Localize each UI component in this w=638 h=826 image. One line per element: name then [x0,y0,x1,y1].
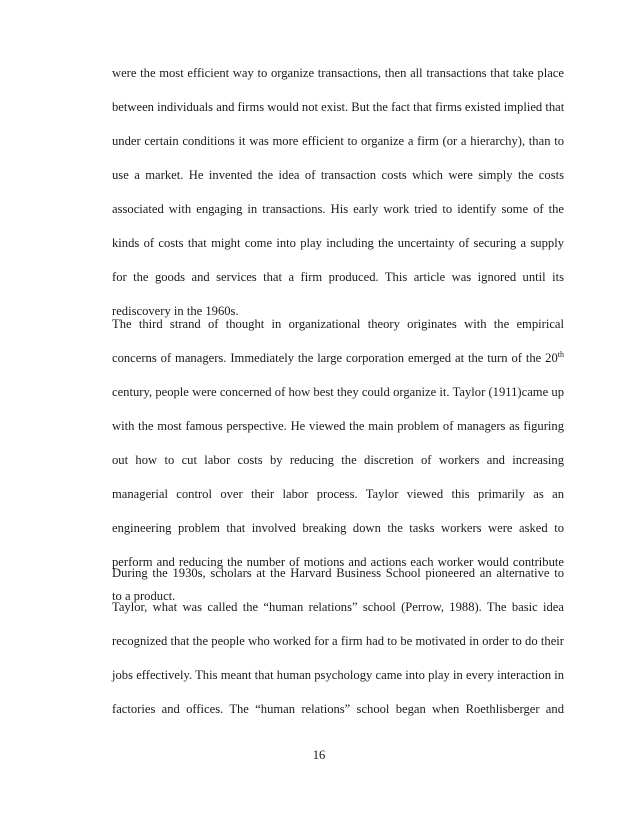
text-line: were the most efficient way to organize transactions, then all transactions that take place [112,66,564,80]
text-line: out how to cut labor costs by reducing the discretion of workers and increasing [112,453,564,467]
text-line: perform and reducing the number of motions and actions each worker would contribute [112,555,564,569]
text-line: jobs effectively. This meant that human psychology came into play in every interaction in [112,668,564,682]
text-line: rediscovery in the 1960s. [112,304,239,318]
text-line-content: concerns of managers. Immediately the large corporation emerged at the turn of the 20 [112,351,558,365]
text-line: for the goods and services that a firm produced. This article was ignored until its [112,270,564,284]
text-line: with the most famous perspective. He viewed the main problem of managers as figuring [112,419,564,433]
text-line: The third strand of thought in organizational theory originates with the empirical [112,317,564,331]
text-line: associated with engaging in transactions. His early work tried to identify some of the [112,202,564,216]
text-line: Taylor, what was called the “human relations” school (Perrow, 1988). The basic idea [112,600,564,614]
text-line: under certain conditions it was more efficient to organize a firm (or a hierarchy), than to [112,134,564,148]
text-line: kinds of costs that might come into play including the uncertainty of securing a supply [112,236,564,250]
text-line: managerial control over their labor process. Taylor viewed this primarily as an [112,487,564,501]
text-line: factories and offices. The “human relations” school began when Roethlisberger and [112,702,564,716]
text-line: engineering problem that involved breaking down the tasks workers were asked to [112,521,564,535]
page-number: 16 [312,748,326,762]
text-line-with-superscript [112,350,564,366]
text-line: use a market. He invented the idea of transaction costs which were simply the costs [112,168,564,182]
text-line: between individuals and firms would not exist. But the fact that firms existed implied that [112,100,565,114]
text-line: century, people were concerned of how best they could organize it. Taylor (1911)came up [112,385,564,399]
text-line: recognized that the people who worked for a firm had to be motivated in order to do their [112,634,564,648]
text-line: to a product. [112,589,176,603]
text-line: During the 1930s, scholars at the Harvard Business School pioneered an alternative to [112,566,564,580]
superscript: th [557,350,564,359]
